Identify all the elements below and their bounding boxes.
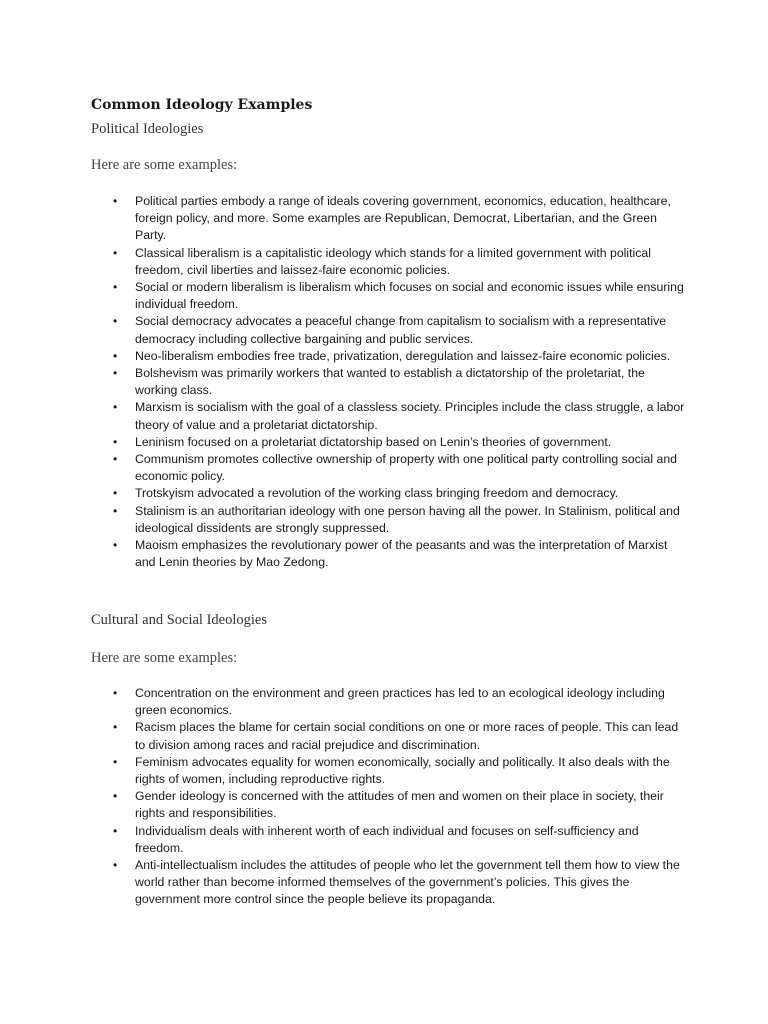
- bullet-icon: •: [113, 434, 118, 449]
- list-item-text: Communism promotes collective ownership of property with one political party controlling social and economic policy.: [135, 452, 677, 484]
- list-item-text: Marxism is socialism with the goal of a classless society. Principles include the class struggle, a labor theory of value and a proletariat dictatorship.: [135, 400, 685, 432]
- bullet-icon: •: [113, 452, 118, 467]
- list-item-text: Trotskyism advocated a revolution of the working class bringing freedom and democracy.: [135, 486, 619, 501]
- bullet-icon: •: [113, 858, 118, 873]
- list-item-text: Individualism deals with inherent worth of each individual and focuses on self-sufficiency and freedom.: [135, 823, 639, 855]
- bullet-list-political: [110, 193, 690, 571]
- list-item: [110, 451, 690, 485]
- bullet-icon: •: [113, 366, 118, 381]
- list-item: [110, 503, 690, 537]
- section-intro-cultural: Here are some examples:: [91, 650, 238, 666]
- bullet-icon: •: [113, 823, 118, 838]
- section-heading-political: Political Ideologies: [91, 121, 204, 137]
- list-item-text: Anti-intellectualism includes the attitudes of people who let the government tell them how to view the world rather than become informed themselves of the government’s policies. This gives the government more control since the people believe its propaganda.: [135, 858, 680, 907]
- list-item: [110, 365, 690, 399]
- list-item-text: Feminism advocates equality for women economically, socially and politically. It also deals with the rights of women, including reproductive rights.: [135, 754, 670, 787]
- document-title: Common Ideology Examples: [91, 97, 313, 113]
- list-item-text: Neo-liberalism embodies free trade, privatization, deregulation and laissez-faire economic policies.: [135, 348, 671, 363]
- list-item: [110, 279, 690, 313]
- bullet-icon: •: [113, 245, 118, 260]
- list-item-text: Bolshevism was primarily workers that wanted to establish a dictatorship of the proletariat, the working class.: [135, 366, 645, 398]
- list-item-text: Leninism focused on a proletariat dictatorship based on Lenin’s theories of government.: [135, 434, 612, 449]
- bullet-icon: •: [113, 486, 118, 501]
- bullet-icon: •: [113, 400, 118, 415]
- list-item: [110, 399, 690, 433]
- list-item-text: Maoism emphasizes the revolutionary power of the peasants and was the interpretation of Marxist and Lenin theories by Mao Zedong.: [135, 538, 668, 570]
- bullet-icon: •: [113, 789, 118, 804]
- list-item: [110, 788, 690, 822]
- list-item-text: Political parties embody a range of ideals covering government, economics, education, healthcare, foreign policy, and more. Some examples are Republican, Democrat, Libertarian, and the Green Party.: [135, 194, 671, 243]
- list-item: [110, 485, 690, 502]
- list-item: [110, 537, 690, 571]
- list-item: [110, 823, 690, 857]
- list-item: [110, 685, 690, 719]
- bullet-icon: •: [113, 538, 118, 553]
- bullet-icon: •: [113, 754, 118, 769]
- bullet-icon: •: [113, 348, 118, 363]
- bullet-icon: •: [113, 503, 118, 518]
- bullet-icon: •: [113, 194, 118, 208]
- list-item: [110, 754, 690, 788]
- list-item-text: Racism places the blame for certain social conditions on one or more races of people. This can lead to division among races and racial prejudice and discrimination.: [135, 720, 679, 752]
- list-item-text: Classical liberalism is a capitalistic ideology which stands for a limited government with political freedom, civil liberties and laissez-faire economic policies.: [135, 245, 652, 277]
- list-item: [110, 719, 690, 753]
- list-item: [110, 313, 690, 347]
- list-item-text: Stalinism is an authoritarian ideology with one person having all the power. In Stalinism, political and ideological dissidents are strongly suppressed.: [135, 503, 680, 535]
- bullet-icon: •: [113, 720, 118, 735]
- list-item: [110, 434, 690, 451]
- list-item: [110, 348, 690, 365]
- list-item: [110, 193, 690, 245]
- list-item-text: Concentration on the environment and green practices has led to an ecological ideology including green economics.: [135, 686, 665, 718]
- section-heading-cultural: Cultural and Social Ideologies: [91, 612, 267, 628]
- bullet-icon: •: [113, 314, 118, 329]
- bullet-list-cultural: [110, 685, 690, 909]
- list-item: [110, 245, 690, 279]
- bullet-icon: •: [113, 280, 118, 295]
- list-item: [110, 857, 690, 909]
- bullet-icon: •: [113, 686, 118, 700]
- list-item-text: Gender ideology is concerned with the attitudes of men and women on their place in society, their rights and responsibilities.: [135, 789, 664, 821]
- list-item-text: Social democracy advocates a peaceful change from capitalism to socialism with a representative democracy including collective bargaining and public services.: [135, 314, 667, 346]
- section-intro-political: Here are some examples:: [91, 157, 238, 173]
- list-item-text: Social or modern liberalism is liberalism which focuses on social and economic issues while ensuring individual freedom.: [135, 280, 684, 312]
